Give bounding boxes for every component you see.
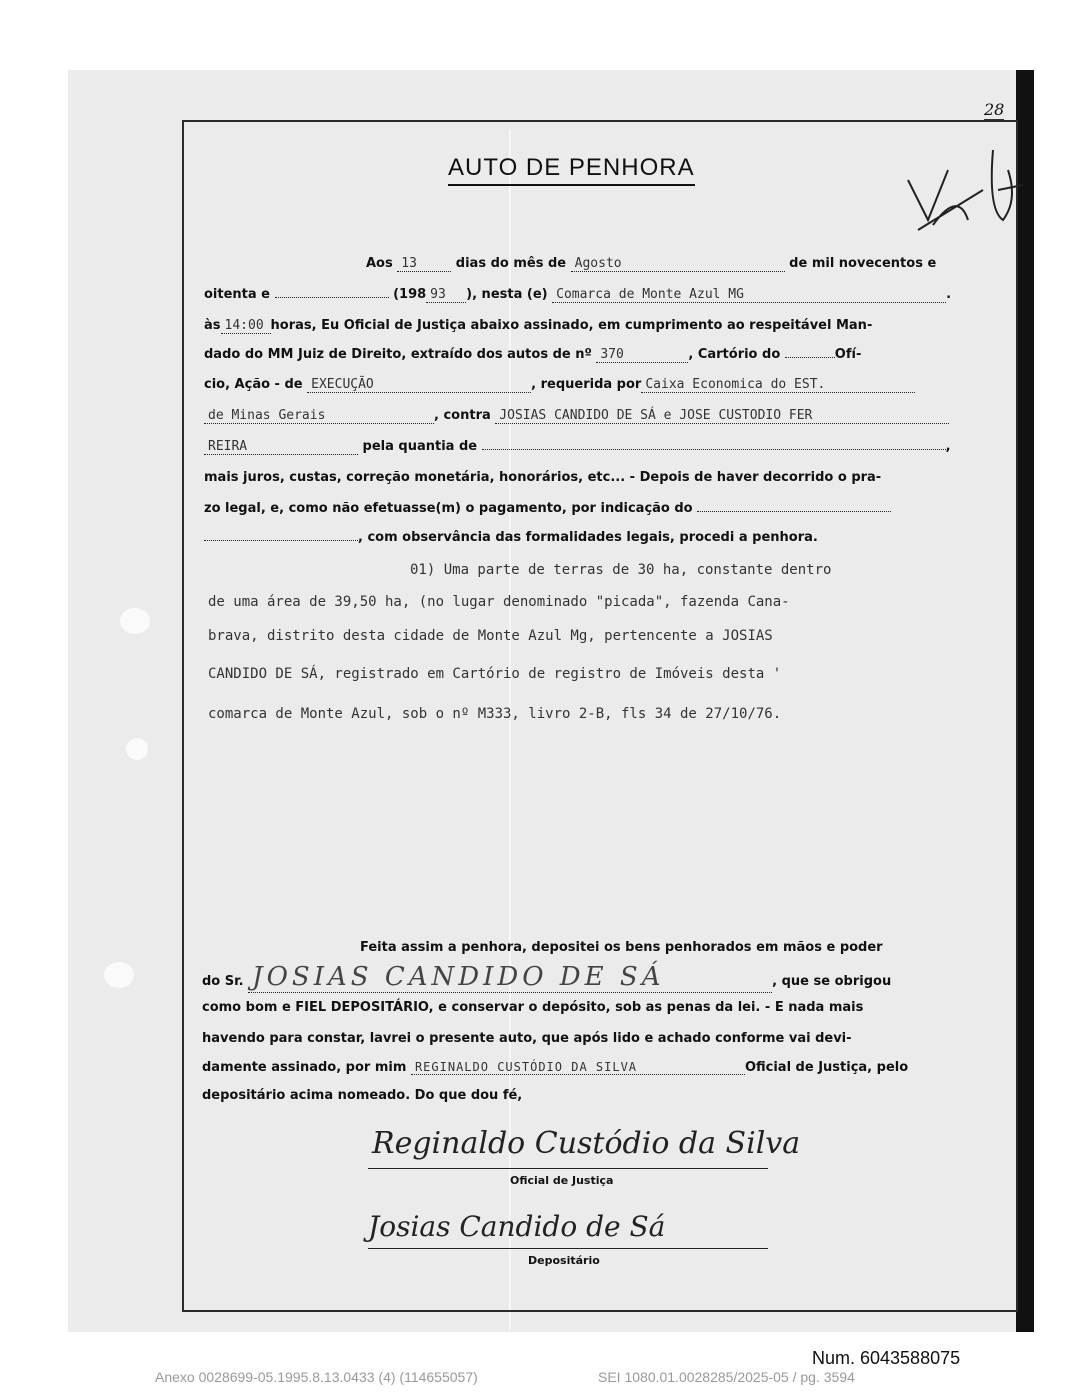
field-indicacao-cont bbox=[204, 540, 358, 541]
label-period: . bbox=[946, 287, 952, 302]
label-indicacao: zo legal, e, como não efetuasse(m) o pagamento, por indicação do bbox=[204, 501, 693, 516]
field-month: Agosto bbox=[571, 256, 785, 272]
closing-line-6: depositário acima nomeado. Do que dou fé, bbox=[202, 1088, 523, 1103]
penhora-item-line: CANDIDO DE SÁ, registrado em Cartório de registro de Imóveis desta ' bbox=[208, 666, 782, 682]
anexo-reference: Anexo 0028699-05.1995.8.13.0433 (4) (114655057) bbox=[155, 1369, 478, 1385]
label-198: (198 bbox=[393, 287, 427, 302]
form-line-5 bbox=[204, 377, 915, 393]
label-sr: do Sr. bbox=[202, 974, 244, 989]
punch-hole bbox=[126, 738, 148, 760]
depositario-signature-line bbox=[368, 1248, 768, 1249]
field-autos-num: 370 bbox=[596, 347, 688, 363]
label-obrigou: , que se obrigou bbox=[772, 974, 892, 989]
field-comarca: Comarca de Monte Azul MG bbox=[552, 287, 946, 303]
field-year: 93 bbox=[426, 287, 466, 303]
label-cartorio: , Cartório do bbox=[688, 347, 781, 362]
field-depositario: JOSIAS CANDIDO DE SÁ bbox=[248, 962, 772, 993]
field-acao: EXECUÇÃO bbox=[307, 377, 531, 393]
closing-line-3: como bom e FIEL DEPOSITÁRIO, e conservar o depósito, sob as penas da lei. - E nada mais bbox=[202, 1000, 864, 1015]
field-requerente: Caixa Economica do EST. bbox=[641, 377, 915, 393]
form-line-2 bbox=[204, 287, 951, 303]
form-line-7 bbox=[204, 439, 951, 455]
oficial-signature-line bbox=[368, 1168, 768, 1169]
field-cartorio bbox=[785, 357, 835, 358]
label-requerida: , requerida por bbox=[531, 377, 642, 392]
label-mandado: dado do MM Juiz de Direito, extraído dos autos de nº bbox=[204, 347, 592, 362]
page-mark: 28 bbox=[984, 100, 1005, 119]
field-requerente-cont: de Minas Gerais bbox=[204, 408, 434, 424]
label-aos: Aos bbox=[366, 256, 393, 271]
form-line-3 bbox=[204, 318, 872, 334]
form-line-8: mais juros, custas, correção monetária, honorários, etc... - Depois de haver decorrido o pra- bbox=[204, 470, 882, 485]
punch-hole bbox=[120, 608, 150, 634]
label-comma: , bbox=[945, 439, 951, 454]
field-indicacao bbox=[697, 511, 891, 512]
document-title: AUTO DE PENHORA bbox=[448, 154, 695, 186]
form-line-1 bbox=[366, 256, 936, 272]
label-horas: horas, Eu Oficial de Justiça abaixo assinado, em cumprimento ao respeitável Man- bbox=[270, 318, 873, 333]
oficial-signature: Reginaldo Custódio da Silva bbox=[372, 1126, 801, 1161]
field-hour: 14:00 bbox=[221, 318, 271, 334]
field-day: 13 bbox=[397, 256, 451, 272]
label-acao: cio, Ação - de bbox=[204, 377, 303, 392]
label-oficial-pelo: Oficial de Justiça, pelo bbox=[744, 1060, 909, 1075]
scanned-document bbox=[68, 70, 1034, 1332]
field-quantia bbox=[482, 449, 946, 450]
document-number: Num. 6043588075 bbox=[812, 1348, 961, 1368]
depositario-signature: Josias Candido de Sá bbox=[368, 1210, 666, 1243]
label-oficio: Ofí- bbox=[834, 347, 862, 362]
penhora-item-line: brava, distrito desta cidade de Monte Azul Mg, pertencente a JOSIAS bbox=[208, 628, 773, 644]
form-line-6 bbox=[204, 408, 949, 424]
closing-line-1: Feita assim a penhora, depositei os bens penhorados em mãos e poder bbox=[360, 940, 883, 955]
label-por-mim: damente assinado, por mim bbox=[202, 1060, 407, 1075]
label-dias: dias do mês de bbox=[455, 256, 567, 271]
field-executados: JOSIAS CANDIDO DE SÁ e JOSE CUSTODIO FER bbox=[495, 408, 949, 424]
closing-line-2 bbox=[202, 962, 891, 993]
form-line-10 bbox=[204, 530, 818, 545]
depositario-label: Depositário bbox=[528, 1254, 600, 1267]
penhora-item-line: de uma área de 39,50 ha, (no lugar denominado "picada", fazenda Cana- bbox=[208, 594, 790, 610]
scan-edge bbox=[1016, 70, 1034, 1332]
oficial-label: Oficial de Justiça bbox=[510, 1174, 614, 1187]
closing-line-5 bbox=[202, 1060, 908, 1075]
penhora-item-line: 01) Uma parte de terras de 30 ha, constante dentro bbox=[410, 562, 832, 578]
field-executados-cont: REIRA bbox=[204, 439, 358, 455]
label-mil: de mil novecentos e bbox=[789, 256, 937, 271]
label-quantia: pela quantia de bbox=[362, 439, 478, 454]
closing-line-4: havendo para constar, lavrei o presente auto, que após lido e achado conforme vai devi- bbox=[202, 1031, 852, 1046]
sei-reference: SEI 1080.01.0028285/2025-05 / pg. 3594 bbox=[598, 1369, 855, 1385]
field-blank bbox=[275, 297, 389, 298]
field-oficial-nome: REGINALDO CUSTÓDIO DA SILVA bbox=[411, 1060, 745, 1075]
label-contra: , contra bbox=[434, 408, 491, 423]
form-line-4 bbox=[204, 347, 861, 363]
label-nesta: ), nesta (e) bbox=[466, 287, 548, 302]
form-line-9 bbox=[204, 501, 891, 516]
penhora-item-line: comarca de Monte Azul, sob o nº M333, livro 2-B, fls 34 de 27/10/76. bbox=[208, 706, 782, 722]
punch-hole bbox=[104, 962, 134, 988]
label-as: às bbox=[204, 318, 221, 333]
label-oitenta: oitenta e bbox=[204, 287, 271, 302]
label-formalidades: , com observância das formalidades legais, procedi a penhora. bbox=[358, 530, 818, 545]
